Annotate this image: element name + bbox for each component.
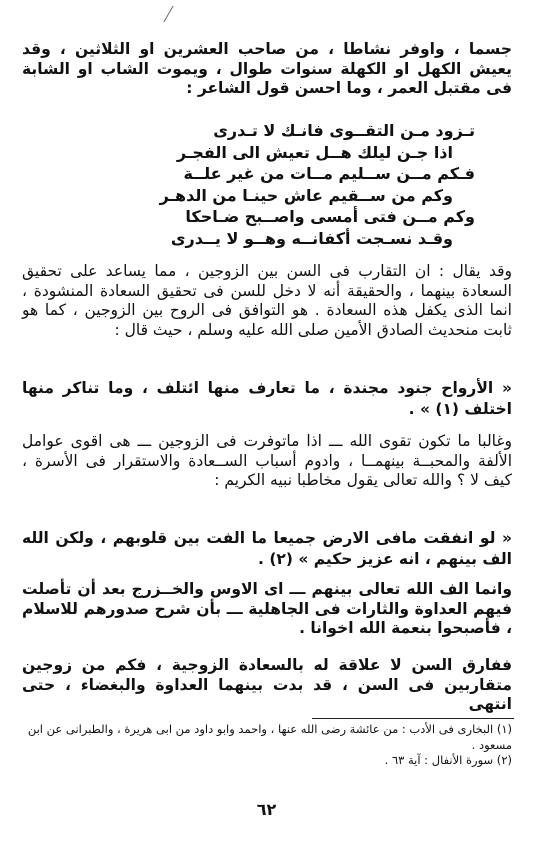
poem-line: اذا جـن ليلك هــل تعيش الى الفجـر: [176, 142, 453, 162]
paragraph-5: [22, 656, 512, 715]
poem-line: وقـد نسـجت أكفانــه وهــو لا يــدرى: [170, 228, 453, 248]
verse-text: « لو انفقت مافى الارض جميعا ما الفت بين قلوبهم ، ولكن الله الف بينهم ، انه عزيز حكيم » (٢) .: [22, 529, 512, 568]
quran-verse: [22, 528, 512, 570]
paragraph-text: ففارق السن لا علاقة له بالسعادة الزوجية ، فكم من زوجين متقاربين فى السن ، قد بدت بينهما العداوة والبغضاء ، حتى انتهى: [22, 656, 512, 713]
paragraph-text: وانما الف الله تعالى بينهم ـــ اى الاوس والخــزرج بعد أن تأصلت فيهم العداوة والثارات فى الجاهلية ـــ بأن شرح صدورهم للاسلام ، فأصبحوا بنعمة الله اخوانا .: [22, 580, 512, 637]
poem-line: وكم من ســقيم عاش حينـا من الدهـر: [159, 185, 453, 205]
paragraph-3: [22, 432, 512, 491]
intro-text: جسما ، واوفر نشاطا ، من صاحب العشرين او الثلاثين ، وقد يعيش الكهل او الكهلة سنوات طوال ، ويموت الشاب او الشابة فى مقتبل العمر ، وما احسن قول الشاعر :: [22, 40, 512, 97]
intro-paragraph: [22, 40, 512, 99]
poem-line: تـزود مـن التقــوى فانـك لا تـدرى: [213, 121, 475, 140]
paragraph-4: [22, 580, 512, 639]
poem-line: وكم مــن فتى أمسى واصــبح ضـاحكا: [185, 207, 475, 226]
paragraph-text: وغالبا ما تكون تقوى الله ـــ اذا ماتوفرت فى الزوجين ـــ هى اقوى عوامل الألفة والمحبــة بينهمــا ، وادوم أسباب الســعادة والاستقرار فى الأسرة ، كيف لا ؟ والله تعالى يقول مخاطبا نبيه الكريم :: [22, 432, 512, 489]
footnote-divider: [312, 718, 514, 719]
paragraph-text: وقد يقال : ان التقارب فى السن بين الزوجين ، مما يساعد على تحقيق السعادة بينهما ، والحقيقة أنه لا دخل للسن فى تحقيق السعادة المنشودة ، انما الذى يكفل هذه السعادة . هو التوافق فى الروح بين الزوجين ، كما هو ثابت منحديث الصادق الأمين صلى الله عليه وسلم ، حيث قال :: [22, 262, 512, 339]
poem: [75, 120, 475, 249]
scan-mark: [163, 6, 185, 22]
poem-line: فـكم مــن ســليم مــات من غير علــة: [183, 164, 475, 183]
hadith-quote: [22, 378, 512, 420]
paragraph-2: [22, 262, 512, 340]
page-number: ٦٢: [256, 800, 277, 819]
footnote-1: (١) البخارى فى الأدب : من عائشة رضى الله عنها ، واحمد وابو داود من ابى هريرة ، والطبرانى عن ابن مسعود .: [27, 722, 512, 752]
footnotes: [22, 722, 512, 769]
footnote-2: (٢) سورة الأنفال : آية ٦٣ .: [384, 753, 512, 767]
hadith-text: « الأرواح جنود مجندة ، ما تعارف منها ائتلف ، وما تناكر منها اختلف (١) » .: [22, 379, 512, 418]
